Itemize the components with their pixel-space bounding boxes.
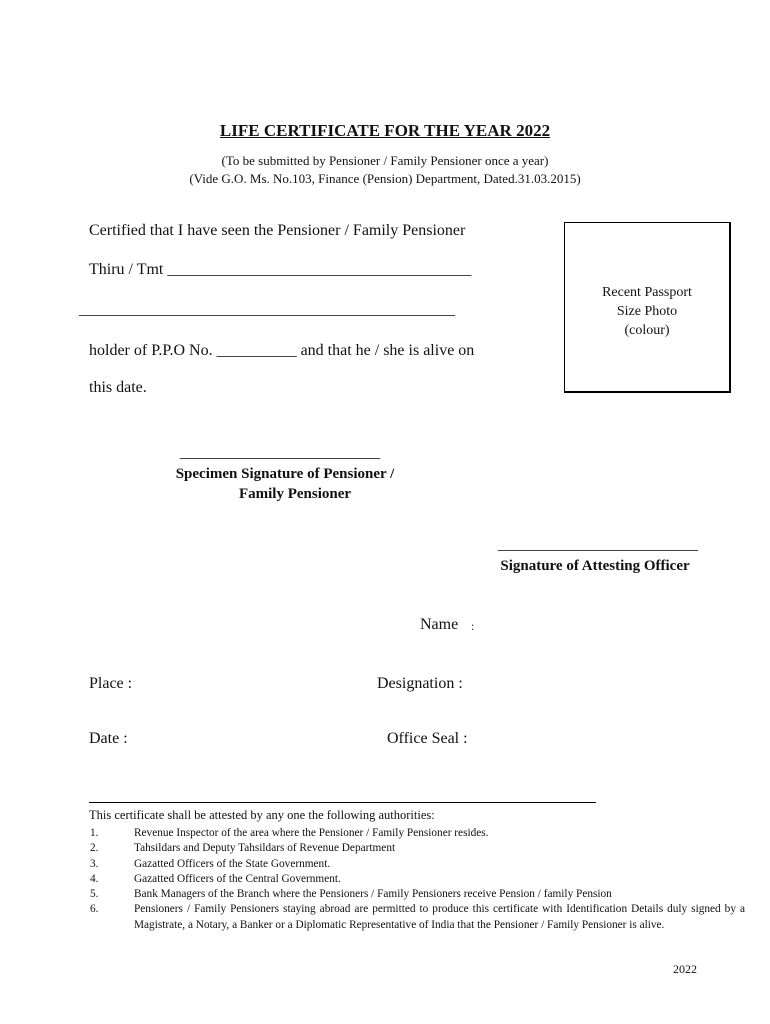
pensioner-name-line: Thiru / Tmt ______________________________________ [89, 261, 472, 278]
photo-label-3: (colour) [624, 323, 670, 338]
pensioner-signature-label: Specimen Signature of Pensioner / [175, 466, 395, 482]
office-seal-label: Office Seal : [387, 730, 468, 747]
list-item: 3. Gazatted Officers of the State Government. [90, 857, 331, 870]
photo-label-1: Recent Passport [602, 285, 692, 300]
document-title: LIFE CERTIFICATE FOR THE YEAR 2022 [219, 121, 551, 140]
officer-signature-label: Signature of Attesting Officer [500, 558, 690, 574]
name-colon: : [471, 619, 475, 633]
officer-signature-line: _________________________ [498, 536, 698, 553]
list-item: 1. Revenue Inspector of the area where the Pensioner / Family Pensioner resides. [90, 827, 489, 839]
photo-label-2: Size Photo [616, 304, 678, 319]
page-number: 2022 [673, 962, 697, 976]
pensioner-name-blank-line: _______________________________________________ [79, 301, 455, 318]
date-label: Date : [89, 730, 128, 747]
ppo-number-line: holder of P.P.O No. __________ and that he / she is alive on [89, 342, 475, 359]
name-label: Name [420, 616, 459, 633]
footer-divider [89, 802, 596, 803]
pensioner-signature-label-2: Family Pensioner [238, 486, 352, 502]
list-item: 5. Bank Managers of the Branch where the Pensioners / Family Pensioners receive Pension / family Pension [90, 888, 612, 901]
list-item: 6. Pensioners / Family Pensioners staying abroad are permitted to produce this certificate with Identification Details duly signed by a Magistrate, a Notary, a Banker or a Diplomatic Representative of India that the Pensioner / Family Pensioner is alive. [90, 903, 745, 931]
place-label: Place : [89, 675, 133, 692]
list-item: 4. Gazatted Officers of the Central Government. [90, 872, 341, 885]
pensioner-signature-line: _________________________ [180, 444, 380, 461]
designation-label: Designation : [377, 675, 463, 692]
this-date-line: this date. [89, 379, 147, 396]
passport-photo-box [564, 222, 731, 393]
document-reference: (Vide G.O. Ms. No.103, Finance (Pension) Department, Dated.31.03.2015) [189, 171, 581, 186]
authorities-note: This certificate shall be attested by any one the following authorities: [89, 808, 435, 822]
certification-line-1: Certified that I have seen the Pensioner / Family Pensioner [89, 222, 466, 239]
document-subtitle: (To be submitted by Pensioner / Family Pensioner once a year) [221, 153, 549, 168]
list-item: 2. Tahsildars and Deputy Tahsildars of Revenue Department [90, 842, 396, 855]
authorities-list [90, 826, 745, 933]
